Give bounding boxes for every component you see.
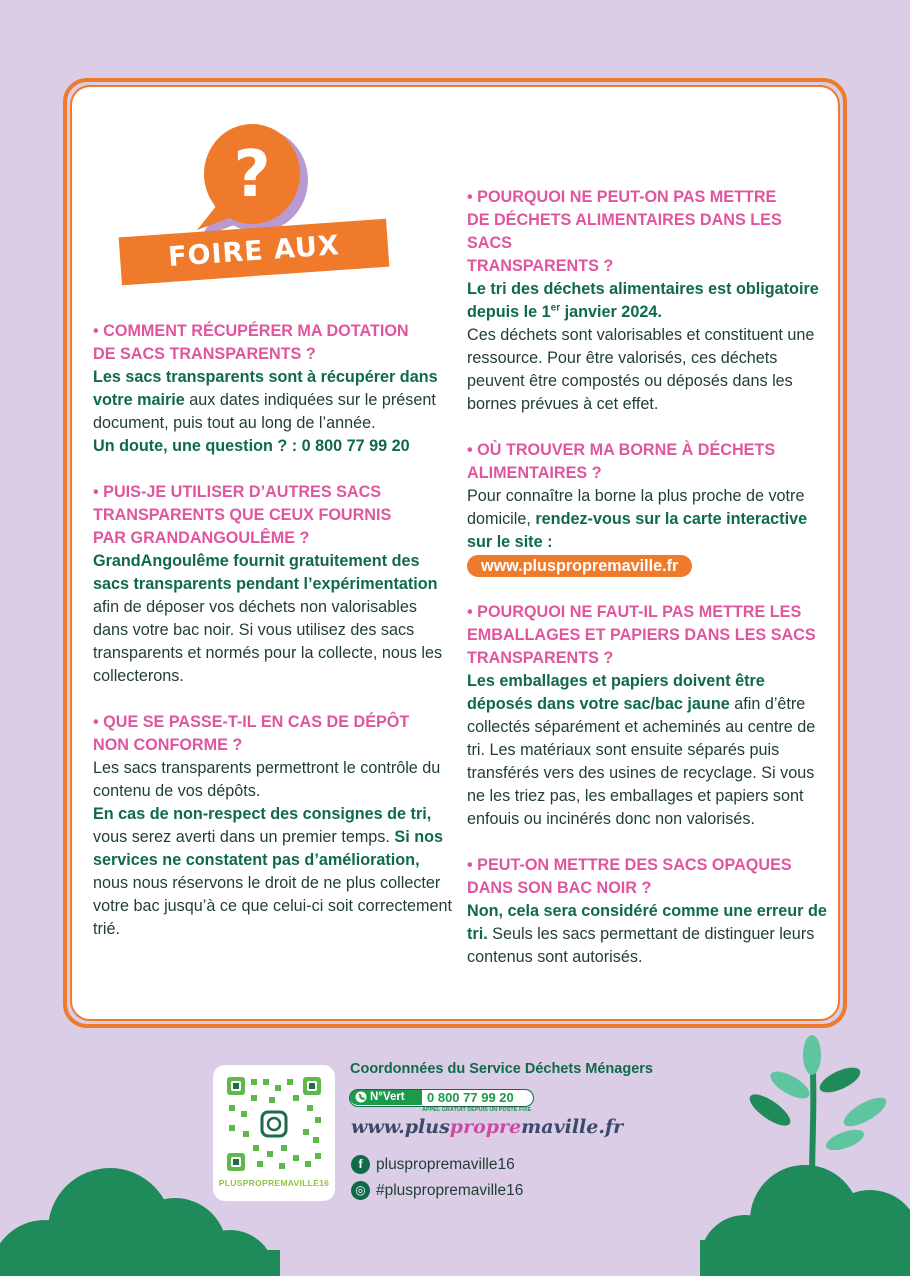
answer: GrandAngoulême fournit gratuitement des sacs transparents pendant l’expérimentation afin de déposer vos déchets non valorisables dans votre bac noir. Si vous utilisez des sacs transparents et normés pour la collecte, nous les collecterons. <box>93 552 443 685</box>
question: • PEUT-ON METTRE DES SACS OPAQUES DANS SON BAC NOIR ? <box>467 856 792 897</box>
footer-website[interactable]: www.pluspropremaville.fr <box>351 1116 624 1138</box>
qr-label: PLUSPROPREMAVILLE16 <box>218 1178 330 1188</box>
numero-vert-note: APPEL GRATUIT DEPUIS UN POSTE FIXE <box>422 1107 532 1113</box>
numero-vert-badge[interactable] <box>349 1089 534 1107</box>
faq-item-emballages <box>467 601 827 831</box>
qr-code-card[interactable] <box>213 1065 335 1201</box>
question: • PUIS-JE UTILISER D’AUTRES SACS TRANSPARENTS QUE CEUX FOURNIS PAR GRANDANGOULÊME ? <box>93 483 392 547</box>
answer: Le tri des déchets alimentaires est obligatoire depuis le 1er janvier 2024. Ces déchets sont valorisables et constituent une ressource. Pour être valorisés, ces déchets peuvent être compostés ou déposés dans les bornes prévues à cet effet. <box>467 280 819 413</box>
answer: Les sacs transparents permettront le contrôle du contenu de vos dépôts. En cas de non-respect des consignes de tri, vous serez averti dans un premier temps. Si nos services ne constatent pas d’amélioration, nous nous réservons le droit de ne plus collecter votre bac jusqu’à ce que celui-ci soit correctement trié. <box>93 759 452 938</box>
faq-item-dechets-alimentaires <box>467 186 827 416</box>
footer-title: Coordonnées du Service Déchets Ménagers <box>350 1061 653 1077</box>
faq-item-sacs-opaques <box>467 854 827 969</box>
numero-vert-label: N°Vert <box>350 1090 422 1105</box>
answer: Les sacs transparents sont à récupérer dans votre mairie aux dates indiquées sur le présent document, puis tout au long de l’année. Un doute, une question ? : 0 800 77 99 20 <box>93 368 438 455</box>
instagram-icon: ◎ <box>351 1181 370 1200</box>
instagram-link[interactable]: ◎ #pluspropremaville16 <box>351 1181 523 1201</box>
answer: Les emballages et papiers doivent être déposés dans votre sac/bac jaune afin d’être collectés séparément et acheminés au centre de tri. Les matériaux sont ensuite séparés puis transférés vers des usines de recyclage. Si vous ne les triez pas, les emballages et papiers sont enfouis ou incinérés donc non valorisés. <box>467 672 816 828</box>
facebook-icon: f <box>351 1155 370 1174</box>
answer: Pour connaître la borne la plus proche de votre domicile, rendez-vous sur la carte interactive sur le site : www.pluspropremaville.fr <box>467 487 808 575</box>
bush-right-icon <box>700 1165 910 1276</box>
right-column <box>467 186 827 992</box>
faq-item-depot-non-conforme <box>93 711 453 941</box>
faq-item-borne <box>467 439 827 578</box>
phone-icon <box>355 1091 367 1103</box>
faq-item-autres-sacs <box>93 481 453 688</box>
qr-code-icon <box>213 1065 335 1177</box>
answer: Non, cela sera considéré comme une erreur de tri. Seuls les sacs permettant de distinguer leurs contenus sont autorisés. <box>467 902 827 966</box>
question: • QUE SE PASSE-T-IL EN CAS DE DÉPÔT NON CONFORME ? <box>93 713 410 754</box>
faq-title: FOIRE AUX QUESTIONS <box>119 219 390 286</box>
question: • POURQUOI NE FAUT-IL PAS METTRE LES EMBALLAGES ET PAPIERS DANS LES SACS TRANSPARENTS ? <box>467 603 816 667</box>
faq-symbol: ? <box>233 138 271 212</box>
question: • POURQUOI NE PEUT-ON PAS METTRE DE DÉCHETS ALIMENTAIRES DANS LES SACS TRANSPARENTS ? <box>467 188 782 275</box>
facebook-link[interactable]: f pluspropremaville16 <box>351 1155 515 1175</box>
left-column <box>93 320 453 964</box>
website-link[interactable]: www.pluspropremaville.fr <box>467 555 692 577</box>
plant-icon <box>745 1035 890 1180</box>
question: • COMMENT RÉCUPÉRER MA DOTATION DE SACS TRANSPARENTS ? <box>93 322 409 363</box>
numero-vert-number: 0 800 77 99 20 <box>427 1090 514 1105</box>
faq-item-dotation <box>93 320 453 458</box>
question: • OÙ TROUVER MA BORNE À DÉCHETS ALIMENTAIRES ? <box>467 441 776 482</box>
